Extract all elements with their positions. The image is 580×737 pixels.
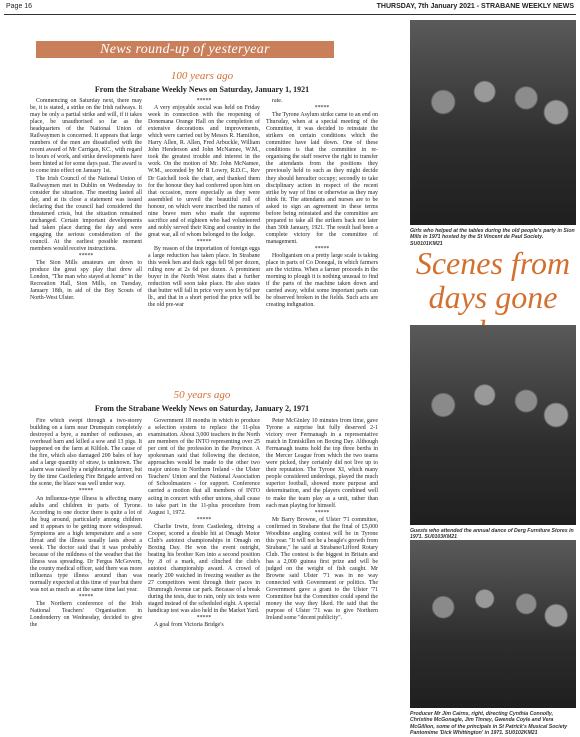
section-banner: News round-up of yesteryear (36, 41, 334, 58)
section-separator: ***** (78, 253, 94, 260)
photo-derg-dance (410, 325, 576, 525)
section-separator: ***** (314, 245, 330, 252)
section-separator: ***** (196, 98, 212, 104)
column-1921-c (266, 98, 378, 370)
column-1971-b (148, 418, 260, 732)
page-number: Page 16 (6, 3, 33, 10)
caption-derg-dance: Guests who attended the annual dance of Derg Furniture Stores in 1971. SU0103KM21 (410, 528, 574, 541)
article-paragraph: Peter McGinley 10 minutes from time, gave Tyrone a surprise but fully deserved 2-1 victory over Fermanagh in a representative match in Enniskillen on Boxing Day. Although Fermanagh teams hold the top three berths in the Mercer League from which the two teams were picked, they certainly did not live up to their reputation. The Tyrone XI, which many people considered underdogs, played the much superior football, showed more purpose and determination, and the players combined well to make the team play as a unit, rather than each man playing for himself. (266, 418, 378, 509)
section-separator: ***** (196, 516, 212, 523)
heading-50-years: 50 years ago (173, 389, 231, 401)
article-paragraph: An influenza-type illness is affecting many adults and children in parts of Tyrone. According to one doctor there is quite a lot of the bug around, particularly among children and it appears to be getting more widespread. Symptoms are a high temperature and a sore throat and the illness usually lasts about a week. The doctor said that it was probably because of the mildness of the weather that the illness was spreading. Dr Fergus McGovern, the county medical officer, said there was more influenza type illness around than was normally expected at this time of year but there was not as much as at the same time last year. (30, 495, 142, 594)
article-paragraph: Fire which swept through a two-storey building on a farm near Drumquin completely destroyed a byre, a number of outhouses, an overhead barn and killed a sow and 13 pigs. It happened on the farm at Kiltloh. The cause of the fire, which also damaged 200 bales of hay and a large quantity of straw, is unknown. The alarm was raised by a neighbouring farmer, but by the time Castlederg Fire Brigade arrived on the scene, the blaze was well under way. (30, 418, 142, 488)
scenes-heading: Scenes from days gone (415, 245, 571, 315)
article-paragraph: Mr Barry Browne, of Ulster '71 committee, confirmed in Strabane that the final of £5,000 Woodbine angling contest will be in Tyrone this year. "It will not be a beagle's growth from Strabane," he said at Strabane/Lifford Rotary Club. The contest is the biggest in Britain and has a 2,000 guinea first prize and will be judged on the weight of fish caught. Mr Browne said Ulster '71 was in no way connected with Government or politics. The Government gave a grant to the Ulster '71 Committee but the Committee could spend the money the way they liked. He said that the purpose of Ulster '71 was to give Northern Ireland some "decent publicity". (266, 516, 378, 622)
subheading-1921: From the Strabane Weekly News on Saturday, January 1, 1921 (94, 85, 310, 94)
column-1921-b (148, 98, 260, 370)
article-paragraph: By reason of the importation of foreign eggs a large reduction has taken place. In Strabane this week hen and duck eggs fell 9d per dozen, ruling now at 2s 6d per dozen. A prominent buyer in the North West states that a further reduction will soon take place. He also states that butter will fall in price very soon by 6d per lb., and that in a short period the price will be the old pre-war (148, 245, 260, 309)
caption-pantomime: Producer Mr Jim Cairns, right, directing Cynthia Connolly, Christine McGonagle, Jim Tinney, Gwenda Coyle and Vera McGillion, some of the principals in St Patrick's Musical Society Pantomime 'Dick Whittington' in 1971. SU0102KM21 (410, 711, 568, 736)
date-line: THURSDAY, 7th January 2021 - STRABANE WEEKLY NEWS (376, 3, 574, 10)
article-paragraph: The Tyrone Asylum strike came to an end on Thursday, when at a special meeting of the Committee, it was decided to reinstate the strikers on certain conditions which the committee have laid down. One of these conditions is that the committee in re-organising the staff reserve the right to transfer the attendants from the positions they previously held to such as they might decide they should hereafter occupy; secondly to take disciplinary action in respect of the recent strike by way of fine or otherwise as they may think fit. The attendants and nurses are to be asked to sign an agreement in these terms before being reinstated and the committee are prepared to take all the strikers back not later than 30th January, 1921. The result had been a complete victory for the committee of management. (266, 112, 378, 245)
section-separator: ***** (78, 488, 94, 495)
article-paragraph: Commencing on Saturday next, there may be, it is stated, a strike on the Irish railways. It may be only a partial strike and will, if it takes place, be unauthorised so far as the headquarters of the National Union of Railwaymen is concerned. It appears that large numbers of the men are dissatisfied with the recent award of Mr Carrigan, KC., with regard to hours of work, and strike developments have been hinted at for some days past. The award is to come into effect on January 1st. (30, 98, 142, 175)
article-paragraph: rate. (272, 98, 283, 104)
article-paragraph: The Irish Council of the National Union of Railwaymen met in Dublin on Wednesday to consider the situation. The meeting lasted all day, and at its close a statement was issued declaring that the council had considered the threatened crisis, but the situation remained unchanged. Certain important developments had taken place during the day and were engaging the serious consideration of the council. At the earliest possible moment members would receive instructions. (30, 175, 142, 252)
article-paragraph: A very enjoyable social was held on Friday week in connection with the reopening of Donemana Orange Hall on the completion of extensive decorations and improvements, which were carried out by Messrs R. Hamilton, Harry Allen, R. Allen, Fred Arbuckle, William John Henderson and John McNamee, W.M., took the greatest trouble and interest in the work. On the motion of Mr. John McNamee, W.M., seconded by Mr R Lowry, R.D.C., Rev Dr Gatchell took the chair, and thanked them for the honour they had conferred upon him on that occasion, more especially as they were assembled to unveil the beautiful roll of honour, on which were inscribed the names of nine brave men who made the supreme sacrifice and of eighteen who had volunteered and nobly served their King and country in the great war, all of whom belonged to the lodge. (148, 105, 260, 238)
subheading-1971: From the Strabane Weekly News on Saturday, January 2, 1971 (94, 404, 310, 413)
column-1971-c (266, 418, 378, 732)
column-1921-a (30, 98, 142, 370)
section-separator: ***** (314, 105, 330, 112)
article-paragraph: Hooliganism on a pretty large scale is taking place in parts of Co Donegal, in which farmers are the victims. When a farmer proceeds in the morning to plough it is nothing unusual to find if the parts of the machine taken down and carried away, whilst some important parts can be observed broken in the fields. Such acts are creating indignation. (266, 253, 378, 309)
article-paragraph: The Sion Mills amateurs are down to produce the great spy play that drew all London, "The man who stayed at home" in the Recreation Hall, Sion Mills, on Tuesday, January 18th, in aid of the Boy Scouts of North-West Ulster. (30, 260, 142, 302)
heading-100-years: 100 years ago (170, 70, 234, 82)
article-paragraph: Charlie Irwin, from Castlederg, driving a Cooper, scored a double hit at Omagh Motor Club's autotest championships in Omagh on Boxing Day. He won the event outright, beating his brother Ken into a second position by .8 of a mark, and clinched the club's autotest championship award. A crowd of nearly 200 watched in freezing weather as the 27 competitors went through their paces in Drumragh Avenue car park. Because of a break during the tests, due to rain, only six tests were staged instead of the scheduled eight. A special handicap test was also held in the Market Yard. (148, 523, 260, 615)
article-paragraph: Government 18 months in which to produce a selection system to replace the 11-plus examination. About 3,000 teachers in the North are members of the INTO representing over 25 per cent of the profession in the Province. A spokesman said that following the decision, approaches would be made to the other two major unions in Northern Ireland - the Ulster Teachers' Union and the National Association of Schoolmasters - for support. Conference carried a motion that all members of INTO acting in concert with other unions, shall cease to take part in the 11-plus procedure from August 1, 1972. (148, 418, 260, 516)
header-rule (4, 14, 576, 15)
article-paragraph: The Northern conference of the Irish National Teachers' Organisation in Londonderry on Wednesday, decided to give the (30, 601, 142, 629)
section-separator: ***** (196, 615, 212, 622)
photo-pantomime (410, 540, 576, 708)
section-separator: ***** (196, 238, 212, 245)
photo-old-peoples-party (410, 20, 576, 225)
section-separator: ***** (78, 594, 94, 601)
caption-old-peoples-party: Girls who helped at the tables during the old people's party in Sion Mills in 1971 hosted by the St Vincent de Paul Society. SU0101KM21 (410, 228, 575, 247)
article-paragraph: A goal from Victoria Bridge's (154, 622, 224, 629)
column-1971-a (30, 418, 142, 732)
page-header (0, 0, 580, 14)
section-separator: ***** (314, 509, 330, 516)
